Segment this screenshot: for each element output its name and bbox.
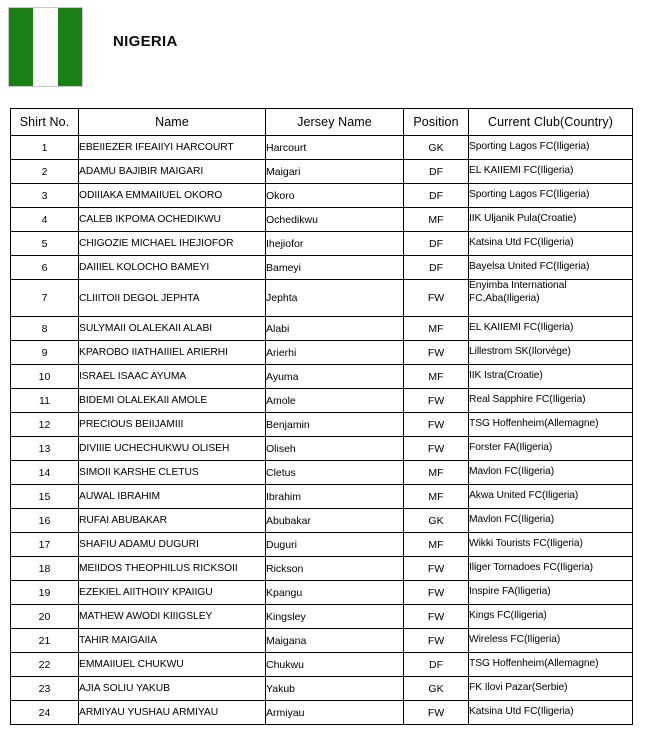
cell-player-name: CHIGOZIE MICHAEL IHEJIOFOR [79, 232, 266, 256]
cell-position: MF [404, 208, 469, 232]
cell-current-club: Enyimba International FC,Aba(Iligeria) [469, 280, 633, 317]
cell-position: FW [404, 605, 469, 629]
cell-player-name: TAHIR MAIGAIIA [79, 629, 266, 653]
cell-current-club: Wikki Tourists FC(Iligeria) [469, 533, 633, 557]
cell-jersey-name: Kpangu [266, 581, 404, 605]
table-row [11, 533, 633, 557]
cell-player-name: EMMAIIUEL CHUKWU [79, 653, 266, 677]
table-body [11, 136, 633, 725]
table-row [11, 365, 633, 389]
cell-current-club: Akwa United FC(Iligeria) [469, 485, 633, 509]
cell-player-name: AJIA SOLIU YAKUB [79, 677, 266, 701]
cell-jersey-name: Ihejiofor [266, 232, 404, 256]
cell-current-club: Sporting Lagos FC(Iligeria) [469, 184, 633, 208]
table-row [11, 341, 633, 365]
cell-position: DF [404, 232, 469, 256]
cell-shirt-no: 5 [11, 232, 79, 256]
cell-player-name: PRECIOUS BEIIJAMIII [79, 413, 266, 437]
cell-jersey-name: Armiyau [266, 701, 404, 725]
cell-position: GK [404, 136, 469, 160]
cell-jersey-name: Arierhi [266, 341, 404, 365]
table-row [11, 605, 633, 629]
table-row [11, 629, 633, 653]
cell-player-name: ARMIYAU YUSHAU ARMIYAU [79, 701, 266, 725]
cell-jersey-name: Kingsley [266, 605, 404, 629]
cell-current-club: Bayelsa United FC(Iligeria) [469, 256, 633, 280]
cell-shirt-no: 2 [11, 160, 79, 184]
cell-shirt-no: 3 [11, 184, 79, 208]
table-header [11, 109, 633, 136]
cell-player-name: AUWAL IBRAHIM [79, 485, 266, 509]
cell-player-name: SULYMAII OLALEKAII ALABI [79, 317, 266, 341]
cell-jersey-name: Abubakar [266, 509, 404, 533]
cell-current-club: EL KAIIEMI FC(Iligeria) [469, 160, 633, 184]
cell-position: FW [404, 280, 469, 317]
cell-current-club: Kings FC(Iligeria) [469, 605, 633, 629]
cell-shirt-no: 8 [11, 317, 79, 341]
cell-current-club: IIK Uljanik Pula(Croatie) [469, 208, 633, 232]
table-row [11, 461, 633, 485]
cell-player-name: BIDEMI OLALEKAII AMOLE [79, 389, 266, 413]
cell-shirt-no: 13 [11, 437, 79, 461]
cell-shirt-no: 21 [11, 629, 79, 653]
cell-position: GK [404, 509, 469, 533]
cell-player-name: SIMOII KARSHE CLETUS [79, 461, 266, 485]
table-row [11, 509, 633, 533]
cell-player-name: KPAROBO IIATHAIIIEL ARIERHI [79, 341, 266, 365]
table-row [11, 653, 633, 677]
cell-position: MF [404, 533, 469, 557]
flag-band-green-left [9, 8, 33, 86]
cell-jersey-name: Ochedikwu [266, 208, 404, 232]
cell-jersey-name: Rickson [266, 557, 404, 581]
table-row [11, 677, 633, 701]
flag-band-white-center [33, 8, 57, 86]
cell-position: FW [404, 629, 469, 653]
table-row [11, 485, 633, 509]
cell-current-club: Iliger Tornadoes FC(Iligeria) [469, 557, 633, 581]
cell-current-club: TSG Hoffenheim(Allemagne) [469, 413, 633, 437]
page-title: NIGERIA [113, 33, 178, 50]
cell-player-name: DAIIIEL KOLOCHO BAMEYI [79, 256, 266, 280]
cell-jersey-name: Bameyi [266, 256, 404, 280]
cell-position: FW [404, 413, 469, 437]
cell-shirt-no: 15 [11, 485, 79, 509]
cell-player-name: EBEIIEZER IFEAIIYI HARCOURT [79, 136, 266, 160]
cell-position: MF [404, 485, 469, 509]
cell-shirt-no: 16 [11, 509, 79, 533]
cell-current-club: Mavlon FC(Iligeria) [469, 461, 633, 485]
table-row [11, 280, 633, 317]
cell-player-name: EZEKIEL AIITHOIIY KPAIIGU [79, 581, 266, 605]
table-row [11, 160, 633, 184]
cell-jersey-name: Ayuma [266, 365, 404, 389]
cell-current-club: Katsina Utd FC(Iligeria) [469, 232, 633, 256]
cell-jersey-name: Okoro [266, 184, 404, 208]
cell-position: FW [404, 581, 469, 605]
cell-position: FW [404, 389, 469, 413]
cell-position: DF [404, 184, 469, 208]
cell-current-club: Forster FA(Iligeria) [469, 437, 633, 461]
cell-current-club: Katsina Utd FC(Iligeria) [469, 701, 633, 725]
cell-player-name: ODIIIAKA EMMAIIUEL OKORO [79, 184, 266, 208]
cell-shirt-no: 22 [11, 653, 79, 677]
cell-current-club: Lillestrom SK(Ilorvège) [469, 341, 633, 365]
cell-player-name: ADAMU BAJIBIR MAIGARI [79, 160, 266, 184]
table-row [11, 208, 633, 232]
cell-shirt-no: 9 [11, 341, 79, 365]
table-row [11, 389, 633, 413]
cell-jersey-name: Jephta [266, 280, 404, 317]
cell-position: FW [404, 437, 469, 461]
table-row [11, 701, 633, 725]
cell-position: FW [404, 341, 469, 365]
table-row [11, 413, 633, 437]
cell-shirt-no: 14 [11, 461, 79, 485]
cell-jersey-name: Ibrahim [266, 485, 404, 509]
cell-player-name: CLIIITOII DEGOL JEPHTA [79, 280, 266, 317]
cell-player-name: ISRAEL ISAAC AYUMA [79, 365, 266, 389]
column-header-name: Name [79, 109, 266, 136]
table-row [11, 581, 633, 605]
cell-jersey-name: Cletus [266, 461, 404, 485]
cell-jersey-name: Alabi [266, 317, 404, 341]
cell-current-club: Wireless FC(Iligeria) [469, 629, 633, 653]
cell-current-club: FK Ilovi Pazar(Serbie) [469, 677, 633, 701]
cell-current-club: Real Sapphire FC(Iligeria) [469, 389, 633, 413]
cell-position: DF [404, 653, 469, 677]
cell-shirt-no: 19 [11, 581, 79, 605]
cell-current-club: TSG Hoffenheim(Allemagne) [469, 653, 633, 677]
cell-shirt-no: 23 [11, 677, 79, 701]
table-row [11, 256, 633, 280]
cell-jersey-name: Oliseh [266, 437, 404, 461]
cell-current-club: Sporting Lagos FC(Iligeria) [469, 136, 633, 160]
document-header [0, 0, 652, 100]
cell-shirt-no: 18 [11, 557, 79, 581]
cell-jersey-name: Maigari [266, 160, 404, 184]
flag-band-green-right [58, 8, 82, 86]
cell-shirt-no: 7 [11, 280, 79, 317]
cell-player-name: MATHEW AWODI KIIIGSLEY [79, 605, 266, 629]
column-header-shirt-no: Shirt No. [11, 109, 79, 136]
cell-player-name: DIVIIIE UCHECHUKWU OLISEH [79, 437, 266, 461]
cell-position: DF [404, 160, 469, 184]
cell-jersey-name: Duguri [266, 533, 404, 557]
cell-shirt-no: 10 [11, 365, 79, 389]
column-header-jersey-name: Jersey Name [266, 109, 404, 136]
cell-player-name: CALEB IKPOMA OCHEDIKWU [79, 208, 266, 232]
table-row [11, 184, 633, 208]
cell-current-club: Inspire FA(Iligeria) [469, 581, 633, 605]
cell-position: MF [404, 365, 469, 389]
cell-position: FW [404, 557, 469, 581]
cell-player-name: MEIIDOS THEOPHILUS RICKSOII [79, 557, 266, 581]
cell-jersey-name: Benjamin [266, 413, 404, 437]
cell-shirt-no: 24 [11, 701, 79, 725]
cell-position: MF [404, 461, 469, 485]
cell-shirt-no: 20 [11, 605, 79, 629]
nigeria-flag-icon [8, 7, 83, 87]
cell-current-club: Mavlon FC(Iligeria) [469, 509, 633, 533]
cell-jersey-name: Yakub [266, 677, 404, 701]
squad-table [10, 108, 633, 725]
cell-current-club: IIK Istra(Croatie) [469, 365, 633, 389]
cell-jersey-name: Chukwu [266, 653, 404, 677]
table-row [11, 136, 633, 160]
cell-player-name: SHAFIU ADAMU DUGURI [79, 533, 266, 557]
cell-jersey-name: Maigana [266, 629, 404, 653]
cell-current-club: EL KAIIEMI FC(Iligeria) [469, 317, 633, 341]
cell-position: DF [404, 256, 469, 280]
cell-shirt-no: 1 [11, 136, 79, 160]
table-row [11, 437, 633, 461]
cell-shirt-no: 12 [11, 413, 79, 437]
column-header-current-club: Current Club(Country) [469, 109, 633, 136]
cell-position: FW [404, 701, 469, 725]
table-row [11, 317, 633, 341]
cell-position: MF [404, 317, 469, 341]
cell-position: GK [404, 677, 469, 701]
cell-jersey-name: Amole [266, 389, 404, 413]
cell-player-name: RUFAI ABUBAKAR [79, 509, 266, 533]
table-row [11, 557, 633, 581]
cell-shirt-no: 17 [11, 533, 79, 557]
column-header-position: Position [404, 109, 469, 136]
cell-shirt-no: 4 [11, 208, 79, 232]
table-header-row [11, 109, 633, 136]
cell-jersey-name: Harcourt [266, 136, 404, 160]
cell-shirt-no: 6 [11, 256, 79, 280]
cell-shirt-no: 11 [11, 389, 79, 413]
table-row [11, 232, 633, 256]
